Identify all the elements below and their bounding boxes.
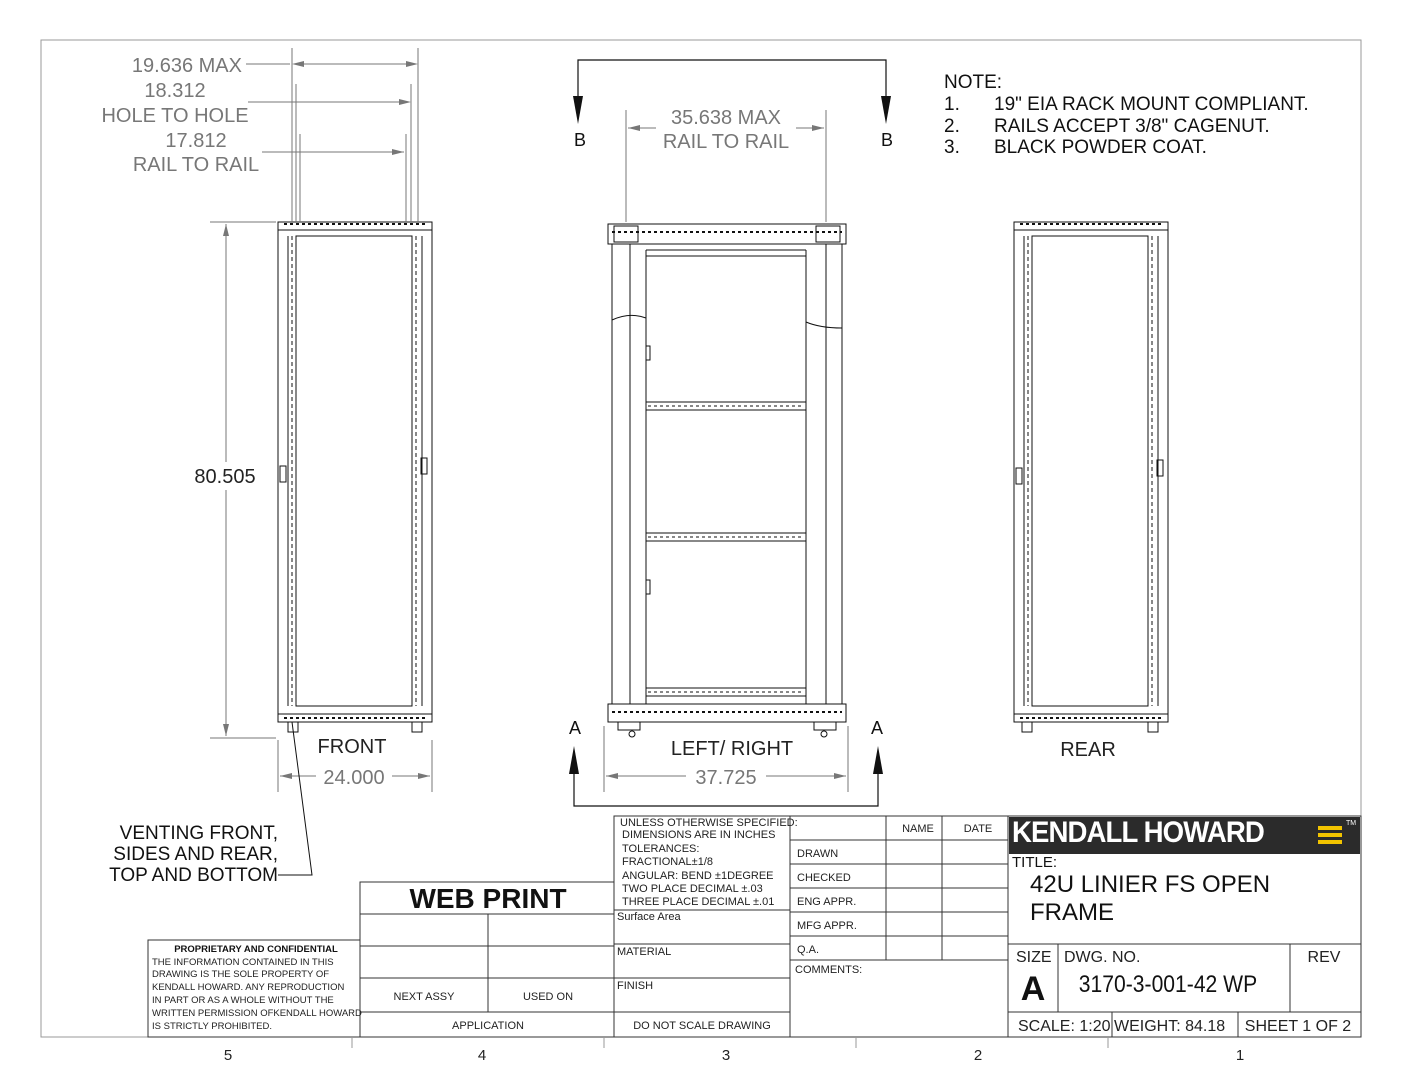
proprietary-line-4: IN PART OR AS A WHOLE WITHOUT THE bbox=[152, 995, 334, 1006]
application-label: APPLICATION bbox=[452, 1020, 524, 1032]
dwg-label: DWG. NO. bbox=[1064, 949, 1141, 966]
front-view-label: FRONT bbox=[317, 736, 387, 758]
proprietary-line-3: KENDALL HOWARD. ANY REPRODUCTION bbox=[152, 982, 345, 993]
venting-leader bbox=[278, 722, 312, 875]
dwg-number: 3170-3-001-42 WP bbox=[1078, 970, 1258, 998]
note-1-text: 19" EIA RACK MOUNT COMPLIANT. bbox=[994, 94, 1309, 115]
zone-3: 3 bbox=[721, 1047, 731, 1064]
note-2-num: 2. bbox=[944, 116, 960, 137]
venting-line-2: SIDES AND REAR, bbox=[113, 844, 278, 865]
section-b-line bbox=[578, 60, 886, 100]
zone-2: 2 bbox=[973, 1047, 983, 1064]
approval-qa: Q.A. bbox=[797, 944, 820, 956]
proprietary-line-2: DRAWING IS THE SOLE PROPERTY OF bbox=[152, 969, 330, 980]
tolerance-line-2: DIMENSIONS ARE IN INCHES bbox=[622, 829, 776, 841]
used-on-label: USED ON bbox=[522, 991, 574, 1003]
side-dimensions bbox=[604, 110, 848, 792]
venting-line-1: VENTING FRONT, bbox=[119, 823, 278, 844]
size-label: SIZE bbox=[1016, 949, 1052, 966]
tolerance-line-6: TWO PLACE DECIMAL ±.03 bbox=[622, 883, 763, 895]
section-a-left: A bbox=[568, 718, 582, 738]
section-b-left: B bbox=[573, 130, 587, 150]
tolerance-line-5: ANGULAR: BEND ±1DEGREE bbox=[622, 870, 774, 882]
max-width-dim: 19.636 MAX bbox=[131, 55, 242, 77]
tolerance-line-3: TOLERANCES: bbox=[622, 843, 700, 855]
note-3-num: 3. bbox=[944, 137, 960, 158]
rear-view bbox=[1014, 222, 1168, 732]
section-a-right: A bbox=[870, 718, 884, 738]
tolerance-line-4: FRACTIONAL±1/8 bbox=[622, 856, 714, 868]
side-depth-dim: 37.725 bbox=[695, 767, 757, 789]
side-dim-arrows bbox=[606, 125, 846, 779]
scale-label: SCALE: 1:20 bbox=[1018, 1018, 1111, 1035]
front-view bbox=[278, 222, 432, 732]
proprietary-line-1: THE INFORMATION CONTAINED IN THIS bbox=[152, 957, 334, 968]
drawing-title-line-2: FRAME bbox=[1030, 899, 1114, 926]
height-dim: 80.505 bbox=[194, 466, 256, 488]
drawing-title-line-1: 42U LINIER FS OPEN bbox=[1030, 871, 1271, 898]
finish-label: FINISH bbox=[617, 980, 654, 992]
title-label: TITLE: bbox=[1012, 854, 1058, 871]
next-assy-label: NEXT ASSY bbox=[393, 991, 455, 1003]
rear-view-label: REAR bbox=[1060, 739, 1116, 761]
side-view bbox=[608, 224, 846, 737]
tolerance-line-7: THREE PLACE DECIMAL ±.01 bbox=[622, 896, 775, 908]
size-value: A bbox=[1020, 970, 1046, 1008]
logo-bars-icon bbox=[1318, 826, 1342, 846]
tolerance-line-1: UNLESS OTHERWISE SPECIFIED: bbox=[620, 817, 798, 829]
zone-5: 5 bbox=[223, 1047, 233, 1064]
note-3-text: BLACK POWDER COAT. bbox=[994, 137, 1207, 158]
approval-checked: CHECKED bbox=[797, 872, 851, 884]
side-view-label: LEFT/ RIGHT bbox=[670, 738, 794, 760]
rev-label: REV bbox=[1307, 949, 1341, 966]
trademark-mark: TM bbox=[1346, 820, 1357, 827]
note-2-text: RAILS ACCEPT 3/8" CAGENUT. bbox=[994, 116, 1270, 137]
side-rail-label: RAIL TO RAIL bbox=[662, 131, 790, 153]
name-header: NAME bbox=[902, 823, 934, 835]
sheet-label: SHEET 1 OF 2 bbox=[1244, 1018, 1352, 1035]
section-arrows bbox=[569, 96, 894, 774]
company-name: KENDALL HOWARD bbox=[1012, 816, 1264, 849]
approval-mfg: MFG APPR. bbox=[797, 920, 857, 932]
web-print-label: WEB PRINT bbox=[409, 883, 567, 914]
surface-area-label: Surface Area bbox=[617, 911, 681, 923]
do-not-scale-label: DO NOT SCALE DRAWING bbox=[633, 1020, 771, 1032]
rail-to-rail-label: RAIL TO RAIL bbox=[132, 154, 260, 176]
approval-eng: ENG APPR. bbox=[797, 896, 857, 908]
weight-label: WEIGHT: 84.18 bbox=[1114, 1018, 1226, 1035]
date-header: DATE bbox=[963, 823, 993, 835]
front-width-dim: 24.000 bbox=[323, 767, 385, 789]
proprietary-line-6: IS STRICTLY PROHIBITED. bbox=[152, 1021, 273, 1032]
proprietary-title: PROPRIETARY AND CONFIDENTIAL bbox=[174, 944, 338, 955]
note-title: NOTE: bbox=[944, 72, 1003, 93]
hole-to-hole-label: HOLE TO HOLE bbox=[101, 105, 249, 127]
venting-line-3: TOP AND BOTTOM bbox=[109, 865, 278, 886]
zone-1: 1 bbox=[1235, 1047, 1245, 1064]
rail-to-rail-value: 17.812 bbox=[165, 130, 227, 152]
section-b-right: B bbox=[880, 130, 894, 150]
note-1-num: 1. bbox=[944, 94, 960, 115]
comments-label: COMMENTS: bbox=[795, 964, 863, 976]
zone-4: 4 bbox=[477, 1047, 487, 1064]
material-label: MATERIAL bbox=[617, 946, 672, 958]
hole-to-hole-value: 18.312 bbox=[144, 80, 206, 102]
approval-drawn: DRAWN bbox=[797, 848, 839, 860]
side-rail-value: 35.638 MAX bbox=[670, 107, 782, 129]
proprietary-line-5: WRITTEN PERMISSION OFKENDALL HOWARD bbox=[152, 1008, 362, 1019]
